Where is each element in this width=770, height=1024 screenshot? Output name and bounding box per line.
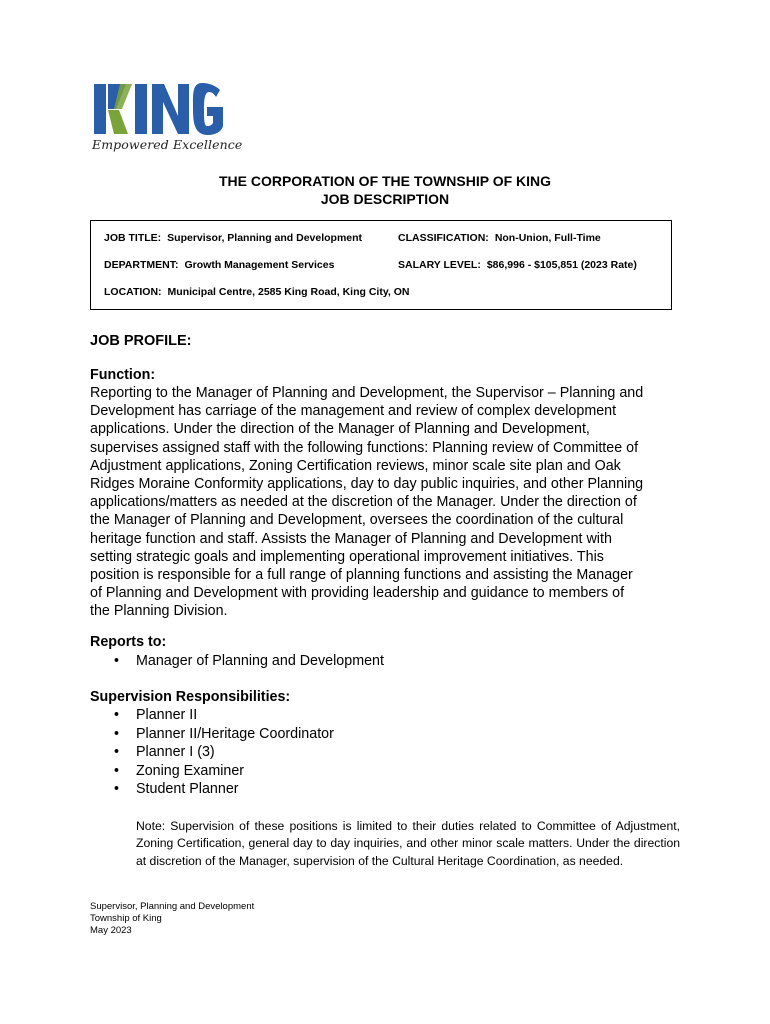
- reports-to-list: [112, 652, 384, 671]
- location-value: Municipal Centre, 2585 King Road, King City, ON: [167, 286, 410, 298]
- supervision-note: Note: Supervision of these positions is limited to their duties related to Committee of Adjustment, Zoning Certification, general day to day inquiries, and other minor scale matters. Under the direction at discretion of the Manager, supervision of the Cultural Heritage Coordination, as needed.: [136, 819, 680, 868]
- job-title-label: JOB TITLE:: [104, 232, 162, 244]
- reports-to-heading: Reports to:: [90, 634, 167, 650]
- function-heading: Function:: [90, 367, 156, 383]
- classification-value: Non-Union, Full-Time: [494, 232, 601, 244]
- function-line: heritage function and staff. Assists the Manager of Planning and Development with: [90, 530, 612, 547]
- function-line: setting strategic goals and implementing operational improvement initiatives. This: [90, 548, 604, 565]
- job-info-box: [90, 220, 672, 310]
- document-type-title: JOB DESCRIPTION: [320, 191, 450, 207]
- logo-tagline: Empowered Excellence: [92, 137, 243, 152]
- classification-field: [398, 232, 601, 244]
- function-line: applications/matters as needed at the discretion of the Manager. Under the direction of: [90, 494, 637, 511]
- function-line: Development has carriage of the management and review of complex development: [90, 403, 617, 420]
- footer-line: Township of King: [90, 912, 162, 924]
- list-item: • Planner II: [112, 706, 334, 725]
- classification-label: CLASSIFICATION:: [398, 232, 489, 244]
- department-field: [104, 259, 334, 271]
- function-line: the Planning Division.: [90, 603, 228, 620]
- function-line: Adjustment applications, Zoning Certification reviews, minor scale site plan and Oak: [90, 457, 621, 474]
- document-org-title: THE CORPORATION OF THE TOWNSHIP OF KING: [218, 173, 552, 189]
- salary-field: [398, 259, 637, 271]
- function-line: position is responsible for a full range of planning functions and assisting the Manager: [90, 567, 633, 584]
- location-field: [104, 286, 409, 298]
- salary-label: SALARY LEVEL:: [398, 259, 481, 271]
- list-item: • Student Planner: [112, 780, 334, 799]
- supervision-heading: Supervision Responsibilities:: [90, 689, 291, 705]
- department-label: DEPARTMENT:: [104, 259, 179, 271]
- document-footer: [90, 901, 254, 936]
- job-profile-heading: JOB PROFILE:: [90, 333, 192, 349]
- list-item: • Planner I (3): [112, 743, 334, 762]
- function-line: the Manager of Planning and Development, oversees the coordination of the cultural: [90, 512, 624, 529]
- list-item: • Planner II/Heritage Coordinator: [112, 725, 334, 744]
- function-line: Ridges Moraine Conformity applications, day to day public inquiries, and other Planning: [90, 476, 644, 493]
- department-value: Growth Management Services: [184, 259, 335, 271]
- king-logo-graphic: [92, 80, 232, 140]
- job-title-value: Supervisor, Planning and Development: [167, 232, 363, 244]
- function-paragraph: [90, 384, 680, 621]
- function-line: Reporting to the Manager of Planning and Development, the Supervisor – Planning and: [90, 385, 644, 401]
- function-line: supervises assigned staff with the following functions: Planning review of Committee of: [90, 439, 639, 456]
- supervision-list: [112, 706, 334, 799]
- function-line: applications. Under the direction of the Manager of Planning and Development,: [90, 421, 590, 438]
- list-item: • Manager of Planning and Development: [112, 652, 384, 671]
- salary-value: $86,996 - $105,851 (2023 Rate): [486, 259, 637, 271]
- job-title-field: [104, 232, 362, 244]
- list-item: • Zoning Examiner: [112, 762, 334, 781]
- footer-line: May 2023: [90, 924, 132, 936]
- footer-line: Supervisor, Planning and Development: [90, 901, 255, 912]
- function-line: of Planning and Development with providing leadership and guidance to members of: [90, 585, 625, 602]
- location-label: LOCATION:: [104, 286, 162, 298]
